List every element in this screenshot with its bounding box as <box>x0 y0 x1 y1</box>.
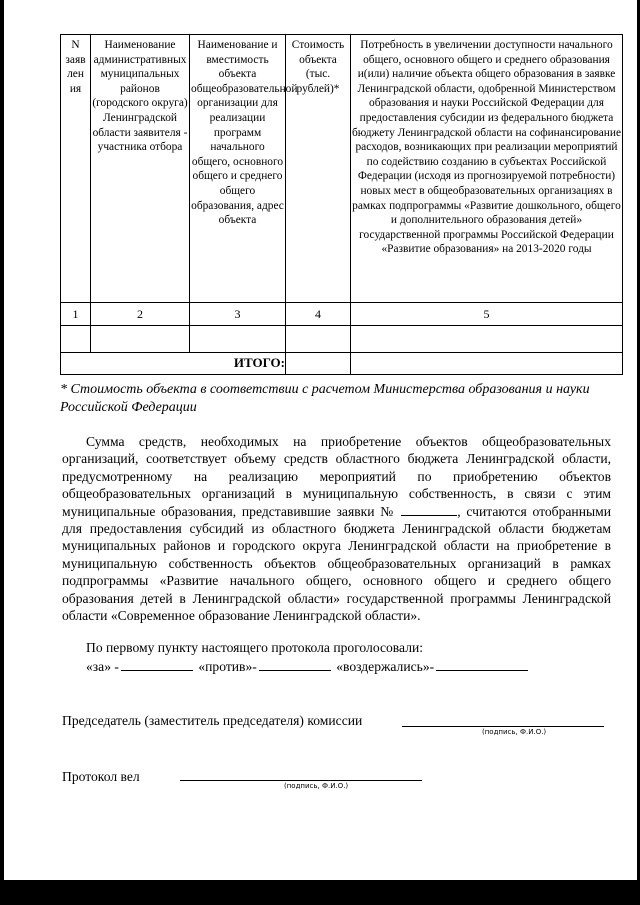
chair-signature-line <box>402 726 604 727</box>
header-object-cost: Стоимость объекта (тыс. рублей)* <box>286 35 351 303</box>
chair-signature-caption: (подпись, Ф.И.О.) <box>482 728 547 736</box>
table-cell <box>91 326 190 353</box>
column-number: 4 <box>286 303 351 326</box>
table-cell <box>61 326 91 353</box>
decision-paragraph <box>62 433 611 624</box>
cost-footnote: * Стоимость объекта в соответствии с расчетом Министерства образования и науки Российской Федерации <box>60 382 590 415</box>
scan-edge-bottom <box>0 880 640 905</box>
header-application-number: N заяв лен ия <box>61 35 91 303</box>
table-cell <box>190 326 286 353</box>
table-cell <box>351 326 623 353</box>
paragraph-start: Сумма средств, необходимых на приобретение объектов общеобразовательных организаций, соответствует объему средств областного бюджета Ленинградской области, предусмотренному на реализацию мероприятий по приобретению объектов общеобразовательных организаций в муниципальную собственность, в связи с этим муниципальные образования, представившие заявки № <box>62 434 611 519</box>
column-number: 1 <box>61 303 91 326</box>
scan-edge-left <box>0 0 4 905</box>
total-label: ИТОГО: <box>61 353 286 375</box>
protocol-keeper-label: Протокол вел <box>62 769 140 784</box>
table-row <box>61 326 623 353</box>
paragraph-end: , считаются отобранными для предоставления субсидий из областного бюджета Ленинградской области бюджетам муниципальных районов и городского округа Ленинградской области на приобретение в муниципальную собственность объектов общеобразовательных организаций в рамках подпрограммы «Развитие начального общего, основного общего и среднего общего образования детей в Ленинградской области» государственной программы Ленинградской области «Современное образование Ленинградской области». <box>62 503 611 624</box>
applications-table <box>60 34 623 375</box>
total-cost-cell <box>286 353 351 375</box>
header-object-name: Наименование и вместимость объекта общеобразовательной организации для реализации программ начального общего, основного общего и среднего общего образования, адрес объекта <box>190 35 286 303</box>
protocol-signature-line <box>180 780 422 781</box>
column-number: 2 <box>91 303 190 326</box>
votes-abstain-label: «воздержались»- <box>336 659 435 674</box>
column-numbers-row <box>61 303 623 326</box>
votes-against-blank <box>259 658 331 671</box>
votes-abstain-blank <box>436 658 528 671</box>
header-district-name: Наименование административных муниципальных районов (городского округа) Ленинградской области заявителя - участника отбора <box>91 35 190 303</box>
total-row <box>61 353 623 375</box>
table-header-row <box>61 35 623 303</box>
votes-line <box>86 658 530 675</box>
column-number: 3 <box>190 303 286 326</box>
votes-title: По первому пункту настоящего протокола проголосовали: <box>86 640 424 655</box>
header-need-description: Потребность в увеличении доступности начального общего, основного общего и среднего образования и(или) наличие объекта общего образования в заявке Ленинградской области, одобренной Министерством образования и науки Российской Федерации для предоставления субсидии из федерального бюджета бюджету Ленинградской области на софинансирование расходов, возникающих при реализации мероприятий по содействию созданию в субъектах Российской Федерации (исходя из прогнозируемой потребности) новых мест в общеобразовательных организациях в рамках подпрограммы «Развитие дошкольного, общего и дополнительного образования детей» государственной программы Российской Федерации «Развитие образования» на 2013-2020 годы <box>351 35 623 303</box>
votes-for-label: «за» - <box>86 659 119 674</box>
votes-against-label: «против»- <box>198 659 257 674</box>
protocol-signature-caption: (подпись, Ф.И.О.) <box>284 782 349 790</box>
application-numbers-blank <box>401 503 457 516</box>
column-number: 5 <box>351 303 623 326</box>
total-need-cell <box>351 353 623 375</box>
votes-for-blank <box>121 658 193 671</box>
table-cell <box>286 326 351 353</box>
chair-signature-label: Председатель (заместитель председателя) комиссии <box>62 713 363 728</box>
